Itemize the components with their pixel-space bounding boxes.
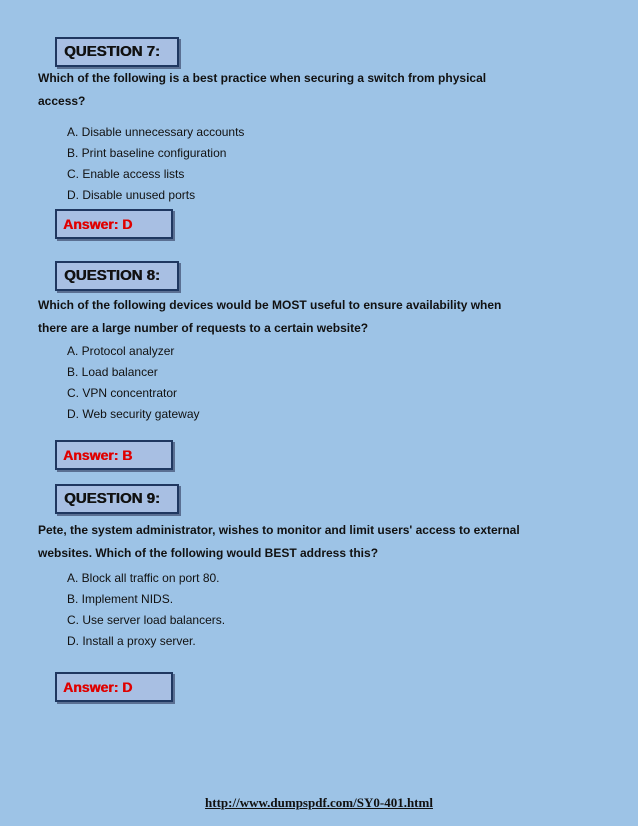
- question-8-option-b: B. Load balancer: [67, 365, 158, 379]
- question-7-stem-line1: Which of the following is a best practice when securing a switch from physical: [38, 71, 487, 85]
- question-8-heading: QUESTION 8:: [55, 261, 179, 291]
- question-8-option-c: C. VPN concentrator: [67, 386, 178, 400]
- question-7-heading: QUESTION 7:: [55, 37, 179, 67]
- question-8-stem-line1: Which of the following devices would be MOST useful to ensure availability when: [38, 298, 502, 312]
- question-8-stem: [38, 294, 558, 340]
- question-7-option-c: C. Enable access lists: [67, 167, 185, 181]
- footer: [0, 795, 638, 811]
- question-7-answer: Answer: D: [55, 209, 173, 239]
- footer-link[interactable]: http://www.dumpspdf.com/SY0-401.html: [205, 795, 433, 810]
- question-9-stem-line2: websites. Which of the following would BEST address this?: [38, 546, 379, 560]
- question-7-stem-line2: access?: [38, 94, 86, 108]
- question-7-option-a: A. Disable unnecessary accounts: [67, 125, 245, 139]
- question-9-option-d: D. Install a proxy server.: [67, 634, 196, 648]
- question-9-heading: QUESTION 9:: [55, 484, 179, 514]
- question-7-option-d: D. Disable unused ports: [67, 188, 196, 202]
- question-9-option-a: A. Block all traffic on port 80.: [67, 571, 220, 585]
- question-9-option-c: C. Use server load balancers.: [67, 613, 226, 627]
- question-7-stem: [38, 67, 558, 113]
- question-9-option-b: B. Implement NIDS.: [67, 592, 174, 606]
- question-7-options: [67, 122, 244, 206]
- question-8-option-a: A. Protocol analyzer: [67, 344, 175, 358]
- question-9-options: [67, 568, 225, 652]
- question-8-options: [67, 341, 200, 425]
- question-8-option-d: D. Web security gateway: [67, 407, 200, 421]
- question-8-stem-line2: there are a large number of requests to a certain website?: [38, 321, 369, 335]
- question-9-answer: Answer: D: [55, 672, 173, 702]
- question-9-stem: [38, 519, 558, 565]
- question-9-stem-line1: Pete, the system administrator, wishes to monitor and limit users' access to external: [38, 523, 520, 537]
- question-7-option-b: B. Print baseline configuration: [67, 146, 227, 160]
- question-8-answer: Answer: B: [55, 440, 173, 470]
